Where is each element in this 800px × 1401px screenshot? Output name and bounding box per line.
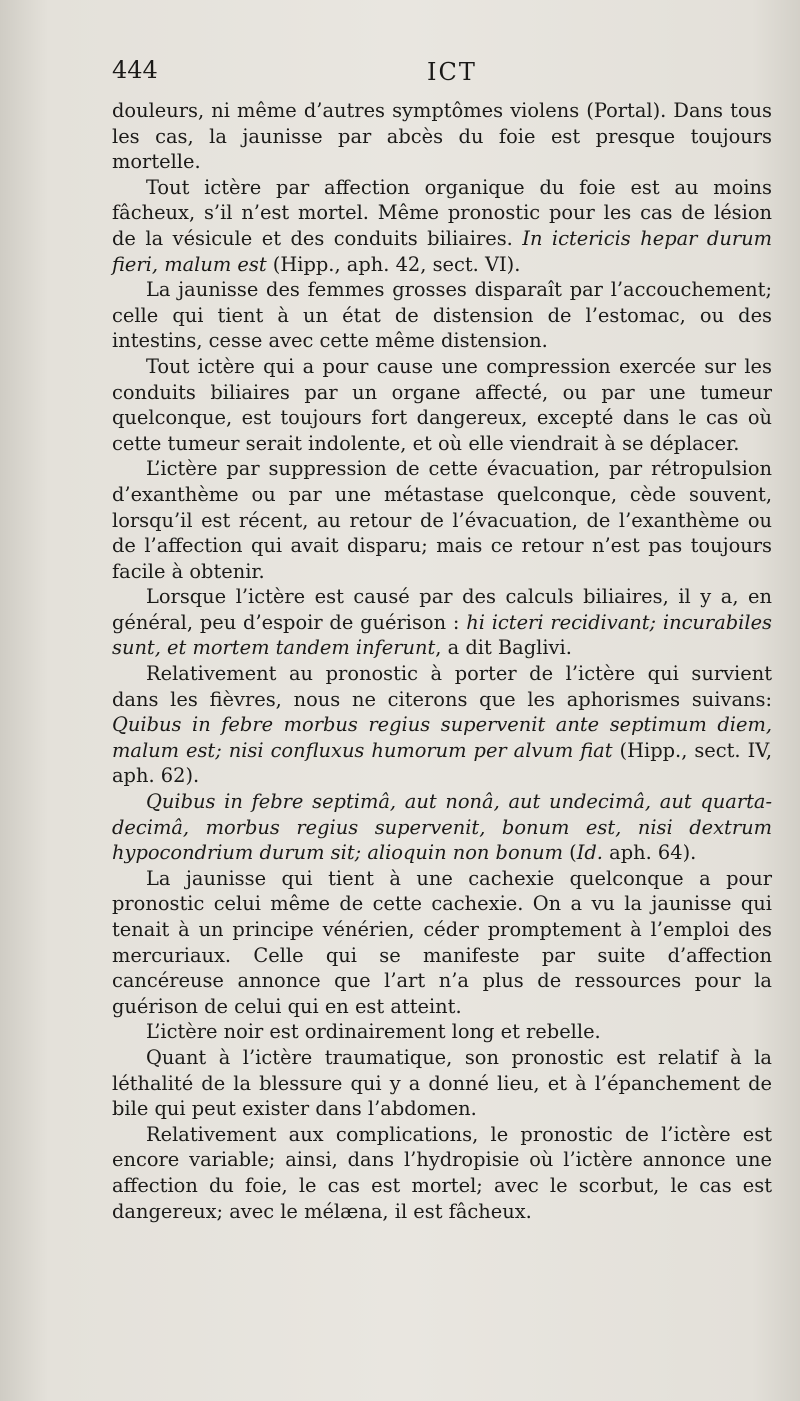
text-segment: La jaunisse des femmes grosses disparaît par l’accouchement; celle qui tient à un état de distension de l’estomac, ou des intestins, cesse avec cette même distension. — [112, 278, 772, 353]
paragraph — [112, 456, 772, 584]
text-segment: L’ictère par suppression de cette évacuation, par rétropulsion d’exanthème ou par une métastase quelconque, cède souvent, lorsqu’il est récent, au retour de l’évacuation, de l’exanthème ou de l’affection qui avait disparu; mais ce retour n’est pas toujours facile à obtenir. — [112, 457, 772, 583]
page-header — [112, 56, 770, 98]
text-segment: Relativement aux complications, le pronostic de l’ictère est encore variable; ainsi, dans l’hydropisie où l’ictère annonce une affection du foie, le cas est mortel; avec le scorbut, le cas est dangereux; avec le mélæna, il est fâcheux. — [112, 1122, 772, 1223]
text-segment: , a dit Baglivi. — [435, 636, 572, 660]
paragraph — [112, 584, 772, 661]
italic-text: Id. — [576, 841, 603, 865]
italic-text: Quibus in febre morbus regius supervenit ante septimum diem, malum est; nisi confluxus humorum per alvum fiat — [112, 713, 772, 762]
paragraph — [112, 661, 772, 789]
paragraph — [112, 789, 772, 866]
text-segment: ( — [562, 841, 577, 865]
italic-text: Quibus in febre septimâ, aut nonâ, aut undecimâ, aut quarta-decimâ, morbus regius supervenit, bonum est, nisi dextrum hypocondrium durum sit; alioquin non bonum — [112, 790, 772, 865]
text-segment: (Hipp., sect. IV, aph. 62). — [112, 738, 773, 788]
text-segment: L’ictère noir est ordinairement long et rebelle. — [146, 1020, 601, 1044]
text-segment: douleurs, ni même d’autres symptômes violens (Portal). Dans tous les cas, la jaunisse par abcès du foie est presque toujours mortelle. — [112, 99, 772, 174]
text-segment: aph. 64). — [602, 841, 697, 865]
text-segment: Quant à l’ictère traumatique, son pronostic est relatif à la léthalité de la blessure qui y a donné lieu, et à l’épanchement de bile qui peut exister dans l’abdomen. — [112, 1045, 772, 1121]
text-segment: Tout ictère qui a pour cause une compression exercée sur les conduits biliaires par un organe affecté, ou par une tumeur quelconque, est toujours fort dangereux, excepté dans le cas où cette tumeur serait indolente, et où elle viendrait à se déplacer. — [112, 354, 772, 455]
text-segment: Tout ictère par affection organique du foie est au moins fâcheux, s’il n’est mortel. Même pronostic pour les cas de lésion de la vésicule et des conduits biliaires. — [112, 175, 772, 250]
paragraph — [112, 1045, 772, 1122]
body-text — [112, 98, 772, 1224]
paragraph — [112, 175, 772, 277]
italic-text: hi icteri recidivant; incurabiles sunt, et mortem tandem inferunt — [112, 610, 772, 660]
paragraph — [112, 1019, 772, 1045]
text-segment: La jaunisse qui tient à une cachexie quelconque a pour pronostic celui même de cette cachexie. On a vu la jaunisse qui tenait à un principe vénérien, céder promptement à l’emploi des mercuriaux. Celle qui se manifeste par suite d’affection cancéreuse annonce que l’art n’a plus de ressources pour la guérison de celui qui en est atteint. — [112, 866, 772, 1018]
text-segment: Lorsque l’ictère est causé par des calculs biliaires, il y a, en général, peu d’espoir de guérison : — [112, 585, 772, 634]
text-segment: (Hipp., aph. 42, sect. VI). — [266, 252, 521, 276]
paragraph — [112, 866, 772, 1020]
paragraph — [112, 98, 772, 175]
text-segment: Relativement au pronostic à porter de l’ictère qui survient dans les fièvres, nous ne citerons que les aphorismes suivans: — [112, 662, 772, 711]
paragraph — [112, 1122, 772, 1224]
page-number: 444 — [112, 56, 158, 84]
italic-text: In ictericis hepar durum fieri, malum est — [112, 226, 772, 276]
running-head: ICT — [427, 58, 477, 86]
paragraph — [112, 354, 772, 456]
paragraph — [112, 277, 772, 354]
